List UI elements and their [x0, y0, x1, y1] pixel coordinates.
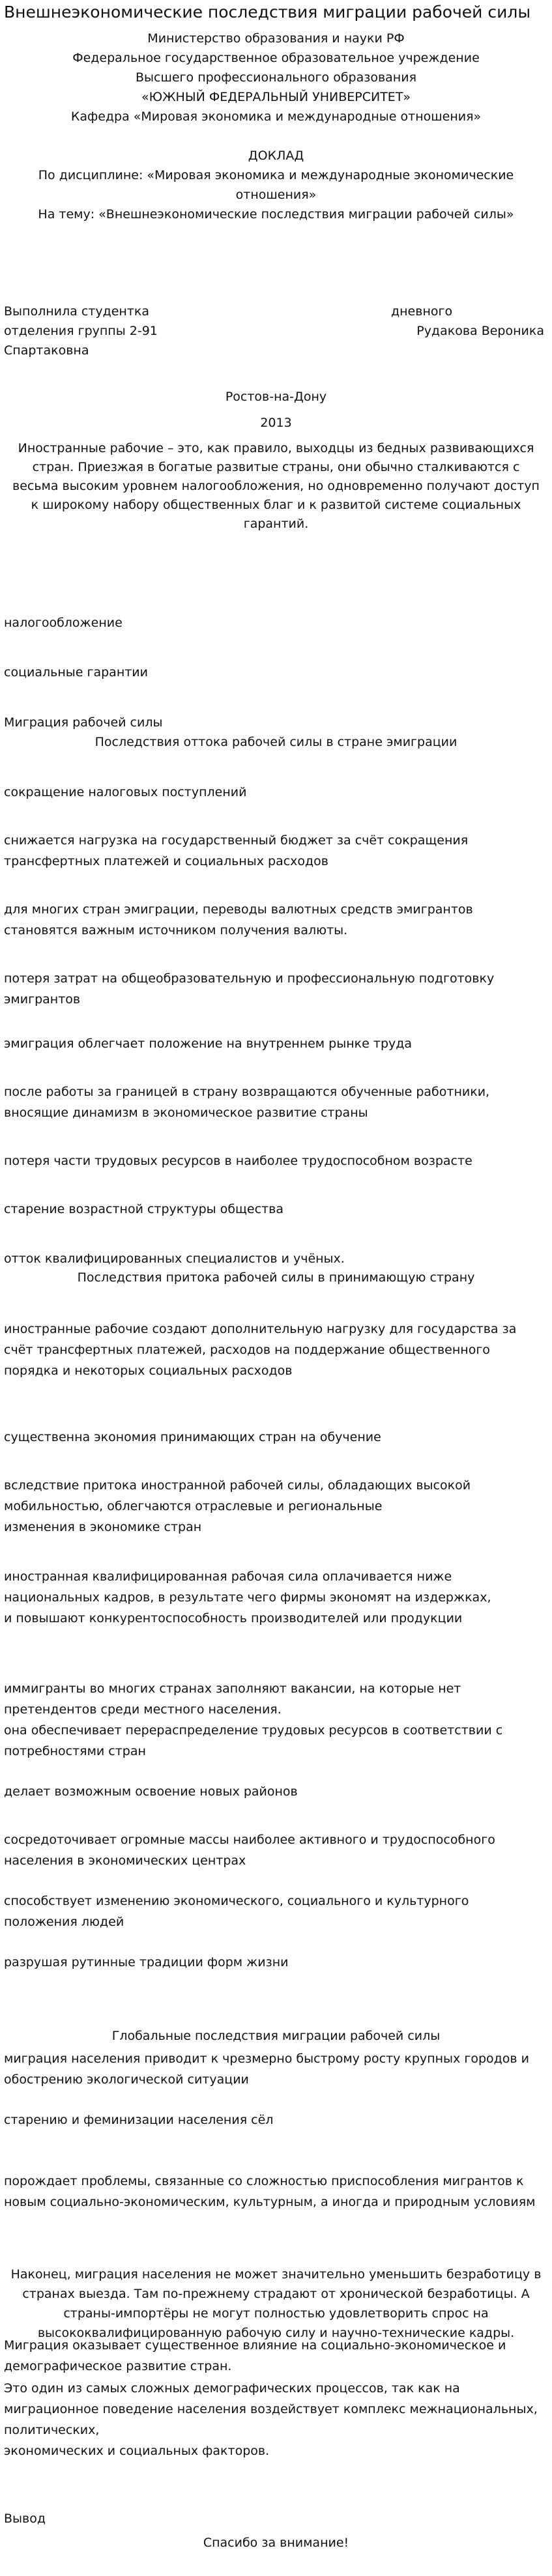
list-item: делает возможным освоение новых районов: [4, 1784, 298, 1799]
department-line: Кафедра «Мировая экономика и международные отношения»: [70, 109, 482, 124]
list-item: потеря затрат на общеобразовательную и профессиональную подготовку эмигрантов: [4, 971, 495, 1007]
ministry-line: Министерство образования и науки РФ: [147, 31, 405, 46]
list-item: порождает проблемы, связанные со сложностью приспособления мигрантов к новым социально-экономическим, культурным, а иногда и природным условиям: [4, 2174, 536, 2209]
final-paragraph: Наконец, миграция населения не может значительно уменьшить безработицу в странах выезда. Там по-прежнему страдают от хронической безработицы. А страны-импортёры не могут полностью удовлетворить спрос на высококвалифицированную рабочую силу и научно-технические кадры.: [10, 2267, 542, 2340]
list-item: существенна экономия принимающих стран на обучение: [4, 1430, 381, 1444]
student-patronymic: Спартаковна: [4, 343, 89, 358]
discipline-line: По дисциплине: «Мировая экономика и международные экономические: [38, 168, 514, 182]
item-labor-migration: Миграция рабочей силы: [4, 715, 163, 730]
student-line-1: [4, 301, 545, 322]
demographic-process: Это один из самых сложных демографических процессов, так как на миграционное поведение населения воздействует комплекс межнациональных, политических,: [4, 2381, 538, 2437]
list-item: иностранная квалифицированная рабочая сила оплачивается ниже национальных кадров, в результате чего фирмы экономят на издержках,: [4, 1569, 491, 1605]
list-item: миграция населения приводит к чрезмерно быстрому росту крупных городов и обострению экологической ситуации: [4, 2052, 529, 2087]
year: 2013: [260, 416, 292, 430]
list-item: после работы за границей в страну возвращаются обученные работники, вносящие динамизм в экономическое развитие страны: [4, 1085, 490, 1120]
list-item: для многих стран эмиграции, переводы валютных средств эмигрантов становятся важным источником получения валюты.: [4, 902, 473, 937]
university-line: «ЮЖНЫЙ ФЕДЕРАЛЬНЫЙ УНИВЕРСИТЕТ»: [141, 90, 411, 104]
education-line: Высшего профессионального образования: [135, 70, 417, 85]
migration-influence: Миграция оказывает существенное влияние на социально-экономическое и демографическое развитие стран.: [4, 2338, 506, 2373]
student-group: отделения группы 2-91: [4, 324, 158, 338]
global-heading: Глобальные последствия миграции рабочей силы: [111, 2029, 441, 2043]
intro-paragraph: Иностранные рабочие – это, как правило, выходцы из бедных развивающихся стран. Приезжая в богатые развитые страны, они обычно сталкиваются с весьма высоким уровнем налогообложения, но одновременно получают доступ к широкому набору общественных благ и к развитой системе социальных гарантий.: [12, 441, 540, 531]
document-title: Внешнеэкономические последствия миграции рабочей силы: [4, 3, 531, 21]
item-social-guarantees: социальные гарантии: [4, 665, 149, 680]
list-item: старение возрастной структуры общества: [4, 1202, 283, 1216]
topic-line: На тему: «Внешнеэкономические последствия миграции рабочей силы»: [38, 207, 514, 222]
list-item: иностранные рабочие создают дополнительную нагрузку для государства за счёт трансфертных платежей, расходов на поддержание общественного порядка и некоторых социальных расходов: [4, 1322, 517, 1378]
list-item: она обеспечивает перераспределение трудовых ресурсов в соответствии с потребностями стран: [4, 1723, 503, 1758]
institution-line: Федеральное государственное образовательное учреждение: [72, 51, 480, 65]
conclusion-label: Вывод: [4, 2512, 46, 2526]
factors-line: экономических и социальных факторов.: [4, 2444, 270, 2458]
student-name: Рудакова Вероника: [416, 324, 544, 338]
city: Ростов-на-Дону: [225, 390, 327, 404]
report-label: ДОКЛАД: [248, 149, 304, 163]
list-item: потеря части трудовых ресурсов в наиболее трудоспособном возрасте: [4, 1154, 472, 1168]
list-item: разрушая рутинные традиции форм жизни: [4, 1955, 289, 1969]
emigration-heading: Последствия оттока рабочей силы в стране эмиграции: [94, 735, 458, 749]
institution-header: [0, 29, 552, 224]
student-line-2: [4, 321, 545, 341]
list-item: эмиграция облегчает положение на внутреннем рынке труда: [4, 1037, 413, 1051]
list-item: сокращение налоговых поступлений: [4, 785, 247, 799]
list-item: и повышают конкурентоспособность производителей или продукции: [4, 1611, 463, 1625]
list-item: иммигранты во многих странах заполняют вакансии, на которые нет претендентов среди местного населения.: [4, 1682, 461, 1717]
list-item: старению и феминизации населения сёл: [4, 2113, 274, 2127]
list-item: изменения в экономике стран: [4, 1520, 202, 1534]
list-item: способствует изменению экономического, социального и культурного положения людей: [4, 1894, 469, 1929]
study-form: дневного: [391, 304, 453, 319]
immigration-heading: Последствия притока рабочей силы в принимающую страну: [77, 1270, 475, 1285]
list-item: отток квалифицированных специалистов и учёных.: [4, 1252, 345, 1266]
thanks-line: Спасибо за внимание!: [203, 2536, 349, 2550]
list-item: сосредоточивает огромные массы наиболее активного и трудоспособного населения в экономических центрах: [4, 1833, 495, 1868]
discipline-line-cont: отношения»: [235, 188, 317, 202]
list-item: снижается нагрузка на государственный бюджет за счёт сокращения трансфертных платежей и социальных расходов: [4, 833, 469, 868]
student-label: Выполнила студентка: [4, 304, 150, 319]
item-taxation: налогообложение: [4, 616, 123, 630]
list-item: вследствие притока иностранной рабочей силы, обладающих высокой мобильностью, облегчаются отраслевые и региональные: [4, 1478, 471, 1513]
